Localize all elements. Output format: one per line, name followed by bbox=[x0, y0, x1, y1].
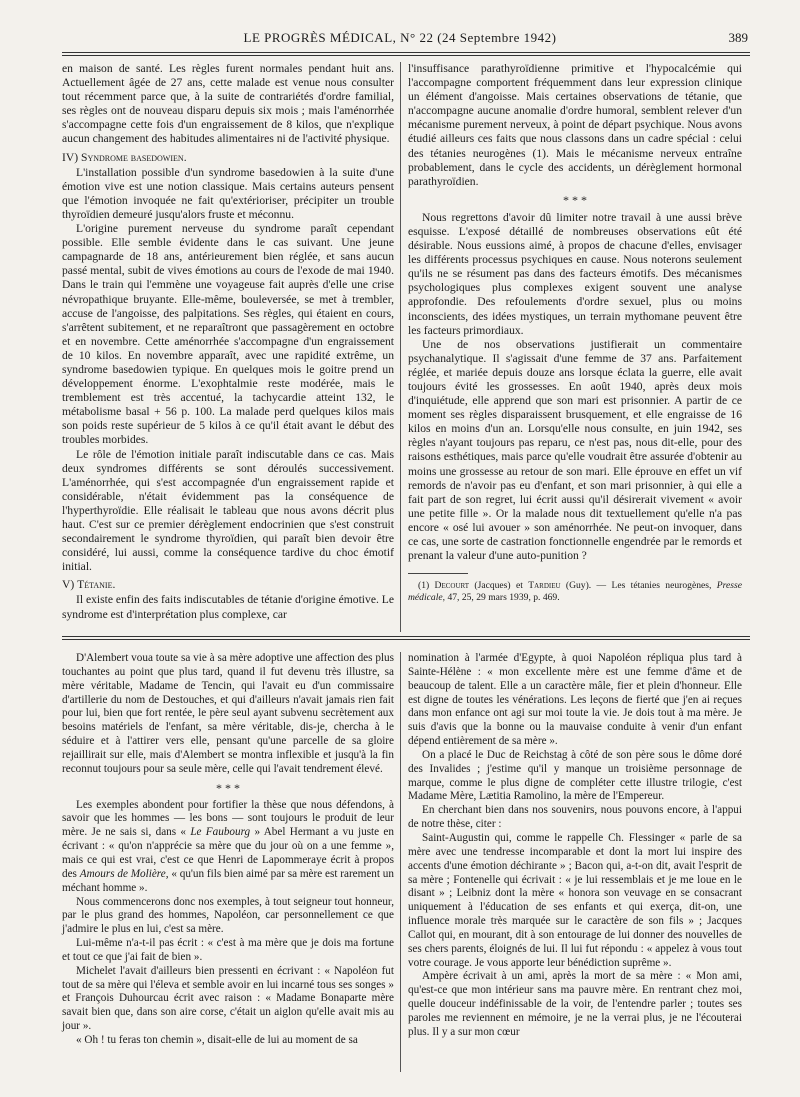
header-rule-2 bbox=[62, 55, 750, 56]
footnote-number: (1) bbox=[418, 580, 430, 592]
paragraph: Lui-même n'a-t-il pas écrit : « c'est à ma mère que je dois ma fortune et tout ce que j'ai fait de bien ». bbox=[62, 937, 394, 963]
running-header bbox=[0, 30, 800, 52]
section-separator-stars: * * * bbox=[216, 780, 240, 795]
paragraph: Saint-Augustin qui, comme le rappelle Ch. Flessinger « parle de sa mère avec une tendresse incomparable et dont la mort lui inspire des accents d'une émotion déchirante » ; Bacon qui, a-t-on dit, avait l'esprit de sa mère ; Fontenelle qui écrivait : « je lui ressemblais et je me loue en le disant » ; Leibniz dont la mère « honora son veuvage en se consacrant uniquement à l'éducation de ses enfants et qui exerça, dit-on, une influence morale très marquée sur le caractère de son fils » ; Jacques Callot qui, en mourant, dit à son entourage de lui donner des nouvelles de ses chers parents, éloignés de lui. Il lui fut répondu : « appelez à vous tout votre courage. Je vous apporte leur bénédiction suprême ». bbox=[408, 831, 742, 969]
paragraph: « Oh ! tu feras ton chemin », disait-elle de lui au moment de sa bbox=[76, 1033, 358, 1046]
text-run: « qu'un fils bien aimé par sa mère est rarement un méchant homme ». bbox=[62, 867, 394, 894]
column-divider bbox=[400, 652, 401, 1072]
paragraph: nomination à l'armée d'Egypte, à quoi Napoléon répliqua plus tard à Sainte-Hélène : « mon excellente mère est une femme d'âme et de beaucoup de talent. Elle a un caractère mâle, fier et plein d'honneur. Elle est digne de toutes les vénérations. Les leçons de fierté que j'en ai reçues dans mon enfance ont agi sur moi toute la vie. Je dois tout à ma mère. Je suis d'avis que la bonne ou la mauvaise conduite à venir d'un enfant dépend entièrement de sa mère ». bbox=[408, 652, 742, 748]
footnote-reference: 47, 25, 29 mars 1939, p. 469. bbox=[447, 592, 560, 604]
footnote-text: (Jacques) et bbox=[474, 580, 523, 592]
section-number: IV) bbox=[62, 150, 79, 164]
paragraph: L'installation possible d'un syndrome basedowien à la suite d'une émotion vive est une notion classique. Mais certains auteurs pensent que l'émotion invoquée ne fait qu'extérioriser, précipiter un trouble thyroïdien demeuré jusqu'alors fruste et méconnu. bbox=[62, 165, 394, 221]
paragraph: l'insuffisance parathyroïdienne primitive et l'hypocalcémie qui l'accompagne comportent fréquemment dans leur expression clinique un élément d'angoisse. Mais certaines observations de tétanie, que n'accompagne aucune anomalie d'ordre humoral, semblent relever d'un mécanisme purement nerveux, à point de départ psychique. Nous avons étudié ailleurs ces faits que nous classons dans un cadre spécial : celui des tétanies neurogènes (1). Mais le mécanisme nerveux entraîne probablement, dans le cycle des accidents, un dérèglement hormonal parathyroïdien. bbox=[408, 62, 742, 188]
paragraph: En cherchant bien dans nos souvenirs, nous pouvons encore, à l'appui de notre thèse, citer : bbox=[408, 804, 742, 831]
section-title: Syndrome basedowien. bbox=[81, 150, 187, 164]
top-right-column bbox=[408, 62, 742, 604]
book-title: Le Faubourg bbox=[190, 826, 251, 839]
book-title: Amours de Molière, bbox=[79, 867, 169, 880]
paragraph: Ampère écrivait à un ami, après la mort de sa mère : « Mon ami, qu'est-ce que mon intérieur sans ma pauvre mère. En rentrant chez moi, quelle douceur indéfinissable de la voir, de l'entendre parler ; toutes ses paroles me reviennent en mémoire, je ne la verrai plus, je ne l'écouterai plus. Il y a sur mon cœur bbox=[408, 970, 742, 1038]
section-title: Tétanie. bbox=[77, 578, 116, 592]
paragraph: Il existe enfin des faits indiscutables de tétanie d'origine émotive. Le syndrome est d'interprétation plus complexe, car bbox=[62, 593, 394, 621]
paragraph bbox=[62, 799, 394, 896]
footnote-journal: Presse médicale, bbox=[408, 580, 742, 604]
section-number: V) bbox=[62, 578, 75, 592]
text-run: » Abel Hermant a vu juste en écrivant : « qu'on n'apprécie sa mère que du jour où on a une femme », mais ce qui est vrai, c'est ce que Henri de Lapommeraye écrit à propos des bbox=[62, 826, 394, 880]
paragraph: en maison de santé. Les règles furent normales pendant huit ans. Actuellement âgée de 27 ans, cette malade est venue nous consulter tout récemment parce que, à la suite de contrariétés d'ordre familial, ses règles ont de nouveau disparu depuis six mois ; mais l'aménorrhée s'accompagne cette fois d'un engraissement de 8 kilos, que n'explique aucun changement des habitudes alimentaires ni de l'activité physique. bbox=[62, 62, 394, 146]
section-heading-v bbox=[62, 578, 394, 592]
paragraph: L'origine purement nerveuse du syndrome paraît cependant possible. Elle semble évidente dans le cas suivant. Une jeune campagnarde de 18 ans, antérieurement bien réglée, et sans aucun passé mental, subit de vives émotions au cours de l'exode de mai 1940. Dans le train qui l'emmène une voyageuse fait auprès d'elle une crise névropathique bruyante. Elle-même, bouleversée, se met à trembler, accuse de l'angoisse, des palpitations. Ses règles, qui étaient en cours, s'arrêtent subitement, et ne reparaîtront que passagèrement en octobre et en novembre. Cette aménorrhée s'accompagne d'un engraissement de 10 kilos. En novembre apparaît, avec une rapidité extrême, un syndrome basedowien typique. En quelques mois le goitre prend un développement énorme. L'exophtalmie reste modérée, mais le tremblement est très accentué, la tachycardie atteint 132, le métabolisme basal + 56 p. 100. La malade perd quelques kilos mais son poids reste supérieur de 5 kilos à ce qu'il était avant le début des troubles morbides. bbox=[62, 222, 394, 447]
bottom-right-column bbox=[408, 652, 742, 1040]
column-divider bbox=[400, 62, 401, 632]
running-title: LE PROGRÈS MÉDICAL, N° 22 (24 Septembre 1942) bbox=[243, 30, 557, 45]
page-number: 389 bbox=[728, 30, 748, 45]
paragraph: Nous regrettons d'avoir dû limiter notre travail à une aussi brève esquisse. L'exposé détaillé de nombreuses observations eût été désirable. Nous eussions aimé, à propos de chacune d'elles, envisager les différents processus psychiques en cause. Nous noterons seulement qu'ils ne se résument pas dans des facteurs émotifs. Des mécanismes psychologiques plus complexes exigent souvent une analyse approfondie. Des refoulements d'ordre sexuel, plus ou moins inconscients, des idées mystiques, un terrain mythomane peuvent être les facteurs primordiaux. bbox=[408, 210, 742, 337]
paragraph: Le rôle de l'émotion initiale paraît indiscutable dans ce cas. Mais deux syndromes différents se sont déroulés successivement. L'aménorrhée, qui s'est accompagnée d'un engraissement rapide et considérable, n'était évidemment pas la conséquence de l'hyperthyroïdie. Elle réalisait le tableau que nous avons décrit plus haut. C'est sur ce premier dérèglement endocrinien que s'est construit secondairement le syndrome thyroïdien, qui paraît bien devoir être considéré, lui aussi, comme la conséquence tardive du choc émotif initial. bbox=[62, 447, 394, 574]
feuilleton-rule bbox=[62, 636, 750, 637]
paragraph: D'Alembert voua toute sa vie à sa mère adoptive une affection des plus touchantes au point que plus tard, quand il fut devenu très illustre, sa mère véritable, Madame de Tencin, qui l'avait eu d'un commissaire d'artillerie du nom de Destouches, et qui d'ailleurs n'avait jamais rien fait pour lui, bien que fort rentée, le père seul ayant subvenu secrètement aux besoins matériels de l'enfant, sa mère véritable, dis-je, chercha à le séduire et à l'attirer vers elle, pensant qu'une parcelle de sa gloire rejaillirait sur elle, mais d'Alembert se montra inflexible et jusqu'à la fin reconnut toujours pour sa seule mère, celle qui l'avait tendrement élevé. bbox=[62, 652, 394, 775]
feuilleton-rule-2 bbox=[62, 639, 750, 640]
paragraph: Nous commencerons donc nos exemples, à tout seigneur tout honneur, par le plus grand des hommes, Napoléon, car personnellement ce que j'admire le plus en lui, c'est sa mère. bbox=[62, 895, 394, 936]
header-rule bbox=[62, 52, 750, 53]
section-heading-iv bbox=[62, 151, 394, 165]
section-separator-stars: * * * bbox=[563, 192, 587, 207]
paragraph: Une de nos observations justifierait un commentaire psychanalytique. Il s'agissait d'une femme de 37 ans. Parfaitement réglée, et mariée depuis douze ans lorsque éclata la guerre, elle avait toujours évité les grossesses. En août 1940, après deux mois d'inquiétude, elle apprend que son mari est prisonnier. A partir de ce moment ses règles disparaissent brusquement, et elle engraisse de 16 kilos en moins d'un an. Lorsqu'elle nous consulte, en juin 1942, ses règles n'ayant toujours pas reparu, ce n'est pas, nous dit-elle, pour des raisons esthétiques, mais parce qu'elle voudrait être assurée d'obtenir au moins une grossesse au retour de son mari. Elle éprouve en effet un vif remords de n'avoir pas eu d'enfant, et son mari prisonnier, à qui elle a fait part de son regret, lui écrit aussi qu'il désirerait vivement « avoir une petite fille ». Or la malade nous dit textuellement qu'elle n'a pas encore « osé lui avouer » son aménorrhée. Ne peut-on invoquer, dans ce cas, une sorte de castration fonctionnelle engendrée par le remords et prenant la valeur d'une auto-punition ? bbox=[408, 337, 742, 563]
top-left-column bbox=[62, 62, 394, 622]
text-run: Les exemples abondent pour fortifier la thèse que nous défendons, à savoir que les hommes — les bons — sont toujours le produit de leur mère. Je ne sais si, dans « bbox=[62, 798, 394, 839]
footnote bbox=[408, 580, 742, 604]
footnote-author: Decourt bbox=[434, 580, 470, 592]
footnote-rule bbox=[408, 573, 468, 574]
paragraph: On a placé le Duc de Reichstag à côté de son père sous le dôme doré des Invalides ; j'estime qu'il y manque un troisième personnage de marque, comme le plus digne de compléter cette illustre trilogie, c'est Madame Mère, Lætitia Ramolino, la mère de l'Empereur. bbox=[408, 748, 742, 803]
paragraph: Michelet l'avait d'ailleurs bien pressenti en écrivant : « Napoléon fut tout de sa mère qui l'éleva et semble avoir en lui incarné tous ses songes » et François Duhourcau écrit avec raison : « Madame Bonaparte mère savait bien que, dans son aire corse, c'était un aiglon qu'elle avait mis au jour ». bbox=[62, 964, 394, 1033]
footnote-author: Tardieu bbox=[528, 580, 561, 592]
bottom-left-column bbox=[62, 652, 394, 1048]
footnote-text: (Guy). — Les tétanies neurogènes, bbox=[565, 580, 712, 592]
